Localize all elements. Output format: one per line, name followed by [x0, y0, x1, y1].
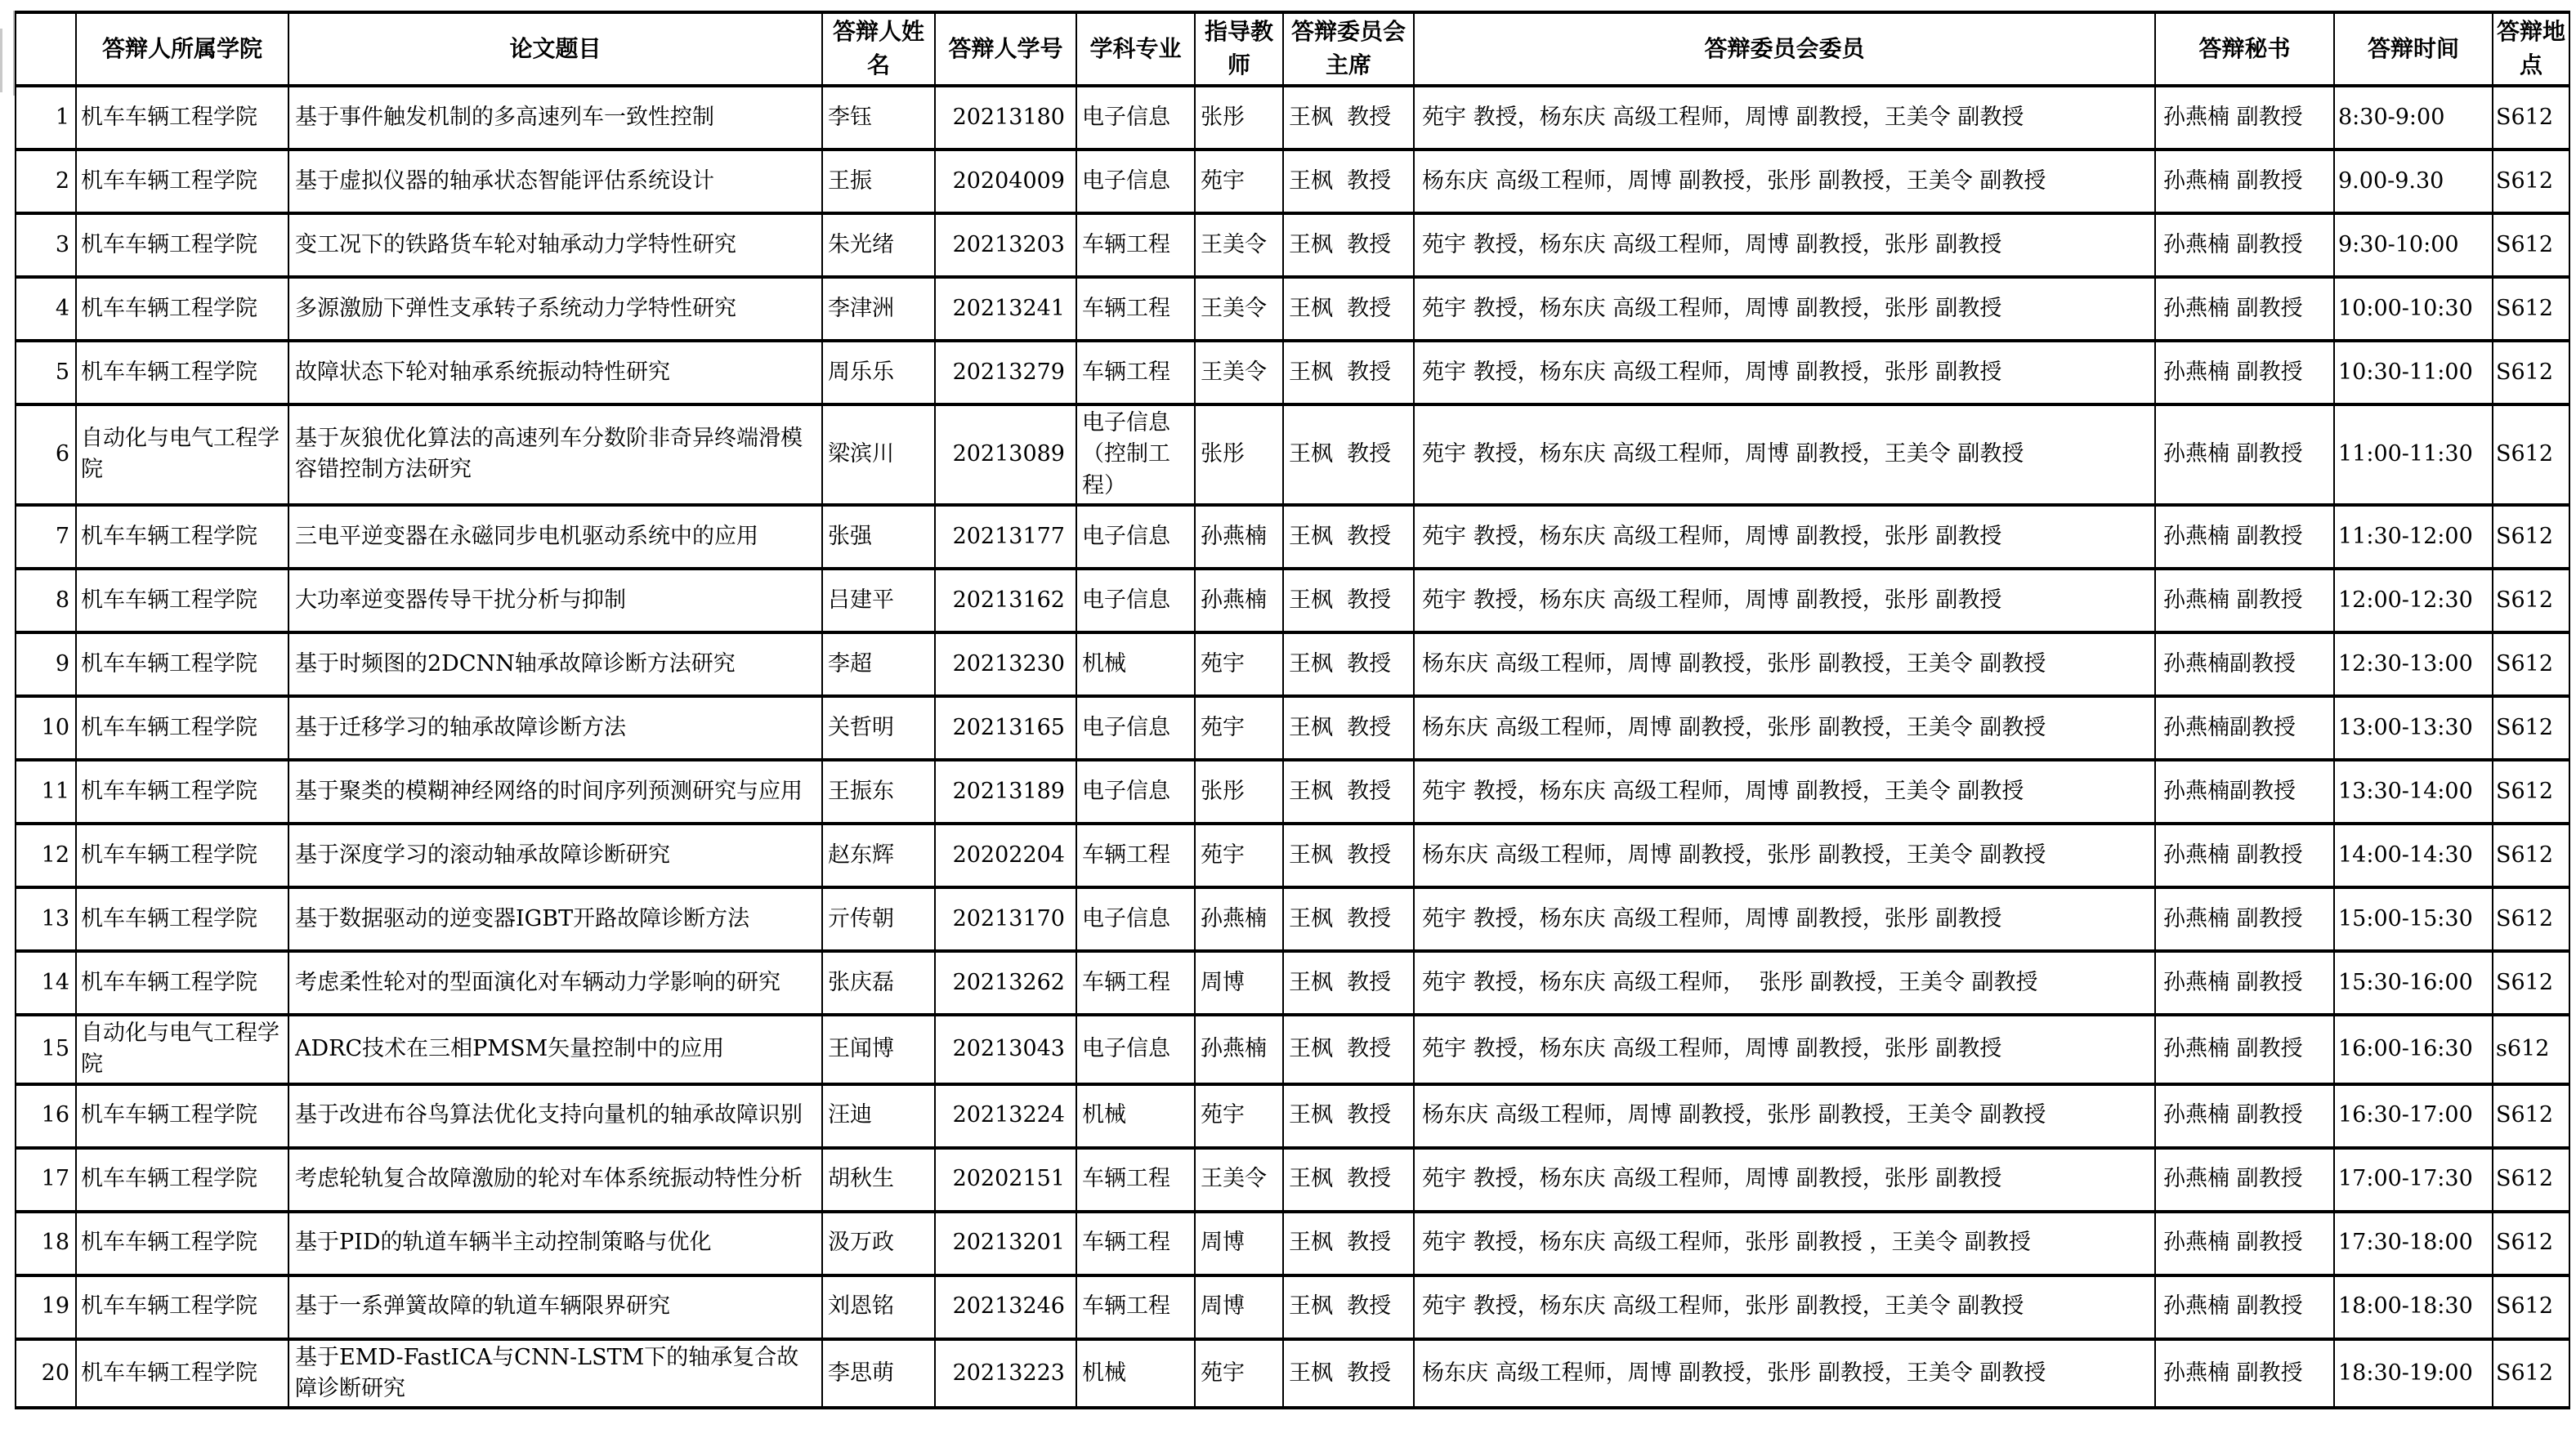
cell-college: 机车车辆工程学院 — [76, 277, 288, 341]
cell-advisor: 王美令 — [1195, 1148, 1283, 1212]
cell-location: S612 — [2493, 696, 2569, 760]
table-row — [16, 696, 2569, 760]
cell-location: S612 — [2493, 951, 2569, 1015]
header-row — [16, 12, 2569, 86]
cell-advisor: 苑宇 — [1195, 1084, 1283, 1148]
cell-time: 11:30-12:00 — [2334, 505, 2493, 569]
cell-advisor: 孙燕楠 — [1195, 887, 1283, 951]
cell-secretary: 孙燕楠 副教授 — [2155, 213, 2334, 277]
cell-college: 自动化与电气工程学院 — [76, 404, 288, 505]
cell-advisor: 张彤 — [1195, 86, 1283, 150]
col-header-sid: 答辩人学号 — [935, 12, 1076, 86]
cell-secretary: 孙燕楠副教授 — [2155, 632, 2334, 696]
cell-college: 机车车辆工程学院 — [76, 1275, 288, 1339]
cell-row-number: 6 — [16, 404, 76, 505]
cell-chair: 王枫 教授 — [1283, 213, 1414, 277]
cell-members: 杨东庆 高级工程师，周博 副教授，张彤 副教授，王美令 副教授 — [1414, 824, 2155, 887]
cell-name: 赵东辉 — [822, 824, 935, 887]
cell-time: 12:30-13:00 — [2334, 632, 2493, 696]
cell-row-number: 16 — [16, 1084, 76, 1148]
cell-secretary: 孙燕楠 副教授 — [2155, 86, 2334, 150]
table-row — [16, 569, 2569, 632]
cell-name: 关哲明 — [822, 696, 935, 760]
cell-chair: 王枫 教授 — [1283, 569, 1414, 632]
table-row — [16, 505, 2569, 569]
cell-advisor: 苑宇 — [1195, 1339, 1283, 1409]
col-header-title: 论文题目 — [288, 12, 822, 86]
cell-advisor: 苑宇 — [1195, 632, 1283, 696]
cell-title: 基于改进布谷鸟算法优化支持向量机的轴承故障识别 — [288, 1084, 822, 1148]
cell-major: 车辆工程 — [1076, 1148, 1195, 1212]
cell-location: S612 — [2493, 277, 2569, 341]
cell-title: 基于数据驱动的逆变器IGBT开路故障诊断方法 — [288, 887, 822, 951]
cell-name: 周乐乐 — [822, 341, 935, 404]
cell-members: 苑宇 教授，杨东庆 高级工程师， 张彤 副教授，王美令 副教授 — [1414, 951, 2155, 1015]
cell-major: 车辆工程 — [1076, 1212, 1195, 1275]
cell-row-number: 2 — [16, 150, 76, 213]
table-row — [16, 824, 2569, 887]
col-header-members: 答辩委员会委员 — [1414, 12, 2155, 86]
cell-advisor: 苑宇 — [1195, 824, 1283, 887]
cell-name: 亓传朝 — [822, 887, 935, 951]
cell-row-number: 1 — [16, 86, 76, 150]
cell-location: S612 — [2493, 632, 2569, 696]
cell-secretary: 孙燕楠副教授 — [2155, 760, 2334, 824]
cell-name: 王振东 — [822, 760, 935, 824]
cell-sid: 20213177 — [935, 505, 1076, 569]
table-row — [16, 632, 2569, 696]
col-header-college: 答辩人所属学院 — [76, 12, 288, 86]
cell-title: 基于事件触发机制的多高速列车一致性控制 — [288, 86, 822, 150]
cell-secretary: 孙燕楠副教授 — [2155, 696, 2334, 760]
cell-time: 18:30-19:00 — [2334, 1339, 2493, 1409]
cell-time: 15:00-15:30 — [2334, 887, 2493, 951]
cell-title: ADRC技术在三相PMSM矢量控制中的应用 — [288, 1015, 822, 1084]
cell-location: S612 — [2493, 1148, 2569, 1212]
cell-members: 苑宇 教授，杨东庆 高级工程师，周博 副教授，张彤 副教授 — [1414, 887, 2155, 951]
cell-sid: 20213170 — [935, 887, 1076, 951]
cell-title: 故障状态下轮对轴承系统振动特性研究 — [288, 341, 822, 404]
cell-secretary: 孙燕楠 副教授 — [2155, 150, 2334, 213]
cell-secretary: 孙燕楠 副教授 — [2155, 505, 2334, 569]
table-row — [16, 1339, 2569, 1409]
cell-sid: 20213262 — [935, 951, 1076, 1015]
defense-schedule-table — [15, 11, 2570, 1409]
cell-row-number: 4 — [16, 277, 76, 341]
cell-name: 胡秋生 — [822, 1148, 935, 1212]
cell-chair: 王枫 教授 — [1283, 1275, 1414, 1339]
cell-sid: 20204009 — [935, 150, 1076, 213]
col-header-time: 答辩时间 — [2334, 12, 2493, 86]
cell-members: 杨东庆 高级工程师，周博 副教授，张彤 副教授，王美令 副教授 — [1414, 150, 2155, 213]
cell-row-number: 12 — [16, 824, 76, 887]
col-header-location: 答辩地点 — [2493, 12, 2569, 86]
cell-secretary: 孙燕楠 副教授 — [2155, 1275, 2334, 1339]
cell-members: 苑宇 教授，杨东庆 高级工程师，周博 副教授，张彤 副教授 — [1414, 505, 2155, 569]
cell-name: 李思萌 — [822, 1339, 935, 1409]
defense-schedule-document — [0, 11, 2576, 1447]
cell-secretary: 孙燕楠 副教授 — [2155, 1212, 2334, 1275]
cell-title: 三电平逆变器在永磁同步电机驱动系统中的应用 — [288, 505, 822, 569]
cell-title: 基于虚拟仪器的轴承状态智能评估系统设计 — [288, 150, 822, 213]
cell-time: 17:00-17:30 — [2334, 1148, 2493, 1212]
cell-college: 机车车辆工程学院 — [76, 150, 288, 213]
cell-name: 李钰 — [822, 86, 935, 150]
cell-sid: 20213279 — [935, 341, 1076, 404]
table-row — [16, 760, 2569, 824]
cell-time: 15:30-16:00 — [2334, 951, 2493, 1015]
cell-chair: 王枫 教授 — [1283, 1212, 1414, 1275]
cell-secretary: 孙燕楠 副教授 — [2155, 277, 2334, 341]
cell-name: 李津洲 — [822, 277, 935, 341]
cell-chair: 王枫 教授 — [1283, 404, 1414, 505]
cell-members: 杨东庆 高级工程师，周博 副教授，张彤 副教授，王美令 副教授 — [1414, 696, 2155, 760]
cell-title: 基于时频图的2DCNN轴承故障诊断方法研究 — [288, 632, 822, 696]
cell-chair: 王枫 教授 — [1283, 887, 1414, 951]
cell-sid: 20213201 — [935, 1212, 1076, 1275]
cell-advisor: 王美令 — [1195, 277, 1283, 341]
cell-major: 电子信息 — [1076, 505, 1195, 569]
cell-title: 基于PID的轨道车辆半主动控制策略与优化 — [288, 1212, 822, 1275]
cell-members: 苑宇 教授，杨东庆 高级工程师，周博 副教授，王美令 副教授 — [1414, 760, 2155, 824]
table-row — [16, 213, 2569, 277]
cell-chair: 王枫 教授 — [1283, 341, 1414, 404]
cell-members: 杨东庆 高级工程师，周博 副教授，张彤 副教授，王美令 副教授 — [1414, 632, 2155, 696]
col-header-secretary: 答辩秘书 — [2155, 12, 2334, 86]
cell-major: 车辆工程 — [1076, 1275, 1195, 1339]
cell-chair: 王枫 教授 — [1283, 86, 1414, 150]
cell-row-number: 10 — [16, 696, 76, 760]
cell-title: 考虑柔性轮对的型面演化对车辆动力学影响的研究 — [288, 951, 822, 1015]
cell-advisor: 张彤 — [1195, 404, 1283, 505]
cell-time: 10:00-10:30 — [2334, 277, 2493, 341]
cell-row-number: 19 — [16, 1275, 76, 1339]
col-header-row-number — [16, 12, 76, 86]
cell-row-number: 7 — [16, 505, 76, 569]
cell-time: 9.00-9.30 — [2334, 150, 2493, 213]
cell-advisor: 王美令 — [1195, 341, 1283, 404]
cell-sid: 20213089 — [935, 404, 1076, 505]
cell-advisor: 周博 — [1195, 951, 1283, 1015]
cell-college: 机车车辆工程学院 — [76, 824, 288, 887]
cell-chair: 王枫 教授 — [1283, 1015, 1414, 1084]
cell-row-number: 15 — [16, 1015, 76, 1084]
cell-college: 机车车辆工程学院 — [76, 1148, 288, 1212]
cell-name: 刘恩铭 — [822, 1275, 935, 1339]
cell-chair: 王枫 教授 — [1283, 824, 1414, 887]
cell-title: 大功率逆变器传导干扰分析与抑制 — [288, 569, 822, 632]
cell-sid: 20213162 — [935, 569, 1076, 632]
cell-name: 朱光绪 — [822, 213, 935, 277]
col-header-chair: 答辩委员会主席 — [1283, 12, 1414, 86]
cell-advisor: 苑宇 — [1195, 696, 1283, 760]
cell-title: 基于灰狼优化算法的高速列车分数阶非奇异终端滑模容错控制方法研究 — [288, 404, 822, 505]
cell-location: S612 — [2493, 887, 2569, 951]
cell-name: 汲万政 — [822, 1212, 935, 1275]
cell-name: 汪迪 — [822, 1084, 935, 1148]
cell-row-number: 18 — [16, 1212, 76, 1275]
cell-time: 8:30-9:00 — [2334, 86, 2493, 150]
cell-members: 苑宇 教授，杨东庆 高级工程师，周博 副教授，张彤 副教授 — [1414, 1148, 2155, 1212]
cell-location: S612 — [2493, 1339, 2569, 1409]
cell-location: S612 — [2493, 150, 2569, 213]
cell-advisor: 周博 — [1195, 1275, 1283, 1339]
cell-college: 机车车辆工程学院 — [76, 341, 288, 404]
cell-secretary: 孙燕楠 副教授 — [2155, 887, 2334, 951]
cell-name: 张强 — [822, 505, 935, 569]
cell-location: S612 — [2493, 824, 2569, 887]
cell-location: S612 — [2493, 1084, 2569, 1148]
cell-advisor: 王美令 — [1195, 213, 1283, 277]
cell-members: 苑宇 教授，杨东庆 高级工程师，周博 副教授，王美令 副教授 — [1414, 86, 2155, 150]
cell-time: 13:30-14:00 — [2334, 760, 2493, 824]
cell-chair: 王枫 教授 — [1283, 1339, 1414, 1409]
table-body — [16, 86, 2569, 1408]
cell-time: 10:30-11:00 — [2334, 341, 2493, 404]
cell-college: 机车车辆工程学院 — [76, 569, 288, 632]
cell-secretary: 孙燕楠 副教授 — [2155, 341, 2334, 404]
cell-secretary: 孙燕楠 副教授 — [2155, 951, 2334, 1015]
cell-college: 自动化与电气工程学院 — [76, 1015, 288, 1084]
cell-advisor: 苑宇 — [1195, 150, 1283, 213]
cell-row-number: 3 — [16, 213, 76, 277]
cell-location: S612 — [2493, 569, 2569, 632]
cell-members: 苑宇 教授，杨东庆 高级工程师，张彤 副教授，王美令 副教授 — [1414, 1275, 2155, 1339]
cell-title: 基于EMD-FastICA与CNN-LSTM下的轴承复合故障诊断研究 — [288, 1339, 822, 1409]
cell-major: 电子信息 — [1076, 150, 1195, 213]
cell-chair: 王枫 教授 — [1283, 1084, 1414, 1148]
cell-sid: 20213246 — [935, 1275, 1076, 1339]
cell-chair: 王枫 教授 — [1283, 1148, 1414, 1212]
cell-major: 机械 — [1076, 632, 1195, 696]
cell-members: 苑宇 教授，杨东庆 高级工程师，周博 副教授，王美令 副教授 — [1414, 404, 2155, 505]
cell-members: 苑宇 教授，杨东庆 高级工程师，张彤 副教授 ，王美令 副教授 — [1414, 1212, 2155, 1275]
cell-members: 杨东庆 高级工程师，周博 副教授，张彤 副教授，王美令 副教授 — [1414, 1339, 2155, 1409]
cell-major: 电子信息 — [1076, 1015, 1195, 1084]
cell-college: 机车车辆工程学院 — [76, 505, 288, 569]
cell-row-number: 8 — [16, 569, 76, 632]
table-row — [16, 887, 2569, 951]
table-row — [16, 1084, 2569, 1148]
cell-title: 多源激励下弹性支承转子系统动力学特性研究 — [288, 277, 822, 341]
cell-time: 12:00-12:30 — [2334, 569, 2493, 632]
cell-members: 苑宇 教授，杨东庆 高级工程师，周博 副教授，张彤 副教授 — [1414, 341, 2155, 404]
cell-secretary: 孙燕楠 副教授 — [2155, 824, 2334, 887]
cell-location: S612 — [2493, 341, 2569, 404]
cell-row-number: 5 — [16, 341, 76, 404]
cell-location: S612 — [2493, 404, 2569, 505]
cell-name: 梁滨川 — [822, 404, 935, 505]
cell-name: 李超 — [822, 632, 935, 696]
table-row — [16, 150, 2569, 213]
cell-major: 电子信息 — [1076, 696, 1195, 760]
cell-sid: 20213189 — [935, 760, 1076, 824]
cell-row-number: 20 — [16, 1339, 76, 1409]
cell-location: S612 — [2493, 1212, 2569, 1275]
cell-members: 杨东庆 高级工程师，周博 副教授，张彤 副教授，王美令 副教授 — [1414, 1084, 2155, 1148]
cell-advisor: 张彤 — [1195, 760, 1283, 824]
col-header-name: 答辩人姓名 — [822, 12, 935, 86]
cell-title: 基于一系弹簧故障的轨道车辆限界研究 — [288, 1275, 822, 1339]
cell-title: 变工况下的铁路货车轮对轴承动力学特性研究 — [288, 213, 822, 277]
cell-college: 机车车辆工程学院 — [76, 696, 288, 760]
cell-college: 机车车辆工程学院 — [76, 86, 288, 150]
table-row — [16, 86, 2569, 150]
table-row — [16, 1015, 2569, 1084]
cell-college: 机车车辆工程学院 — [76, 1212, 288, 1275]
cell-location: S612 — [2493, 86, 2569, 150]
cell-location: S612 — [2493, 760, 2569, 824]
cell-sid: 20213241 — [935, 277, 1076, 341]
cell-chair: 王枫 教授 — [1283, 277, 1414, 341]
cell-sid: 20213165 — [935, 696, 1076, 760]
cell-members: 苑宇 教授，杨东庆 高级工程师，周博 副教授，张彤 副教授 — [1414, 1015, 2155, 1084]
cell-members: 苑宇 教授，杨东庆 高级工程师，周博 副教授，张彤 副教授 — [1414, 569, 2155, 632]
cell-college: 机车车辆工程学院 — [76, 632, 288, 696]
cell-chair: 王枫 教授 — [1283, 760, 1414, 824]
cell-time: 14:00-14:30 — [2334, 824, 2493, 887]
cell-title: 考虑轮轨复合故障激励的轮对车体系统振动特性分析 — [288, 1148, 822, 1212]
cell-time: 16:30-17:00 — [2334, 1084, 2493, 1148]
cell-college: 机车车辆工程学院 — [76, 213, 288, 277]
col-header-major: 学科专业 — [1076, 12, 1195, 86]
cell-row-number: 14 — [16, 951, 76, 1015]
cell-row-number: 9 — [16, 632, 76, 696]
cell-sid: 20202151 — [935, 1148, 1076, 1212]
cell-sid: 20202204 — [935, 824, 1076, 887]
cell-sid: 20213223 — [935, 1339, 1076, 1409]
cell-major: 电子信息（控制工程） — [1076, 404, 1195, 505]
cell-college: 机车车辆工程学院 — [76, 951, 288, 1015]
cell-major: 车辆工程 — [1076, 277, 1195, 341]
cell-location: S612 — [2493, 213, 2569, 277]
cell-title: 基于聚类的模糊神经网络的时间序列预测研究与应用 — [288, 760, 822, 824]
cell-time: 13:00-13:30 — [2334, 696, 2493, 760]
cell-name: 张庆磊 — [822, 951, 935, 1015]
cell-secretary: 孙燕楠 副教授 — [2155, 569, 2334, 632]
cell-major: 电子信息 — [1076, 887, 1195, 951]
cell-chair: 王枫 教授 — [1283, 632, 1414, 696]
table-row — [16, 951, 2569, 1015]
cell-advisor: 孙燕楠 — [1195, 505, 1283, 569]
cell-chair: 王枫 教授 — [1283, 696, 1414, 760]
cell-advisor: 孙燕楠 — [1195, 1015, 1283, 1084]
cell-title: 基于深度学习的滚动轴承故障诊断研究 — [288, 824, 822, 887]
cell-chair: 王枫 教授 — [1283, 505, 1414, 569]
table-row — [16, 1275, 2569, 1339]
cell-sid: 20213043 — [935, 1015, 1076, 1084]
cell-sid: 20213180 — [935, 86, 1076, 150]
gridline-artifact-left — [0, 29, 2, 92]
cell-secretary: 孙燕楠 副教授 — [2155, 404, 2334, 505]
cell-name: 吕建平 — [822, 569, 935, 632]
cell-members: 苑宇 教授，杨东庆 高级工程师，周博 副教授，张彤 副教授 — [1414, 277, 2155, 341]
cell-major: 车辆工程 — [1076, 824, 1195, 887]
cell-location: s612 — [2493, 1015, 2569, 1084]
table-row — [16, 1148, 2569, 1212]
cell-major: 车辆工程 — [1076, 213, 1195, 277]
cell-time: 11:00-11:30 — [2334, 404, 2493, 505]
cell-college: 机车车辆工程学院 — [76, 1084, 288, 1148]
cell-major: 电子信息 — [1076, 760, 1195, 824]
cell-secretary: 孙燕楠 副教授 — [2155, 1015, 2334, 1084]
cell-sid: 20213230 — [935, 632, 1076, 696]
cell-name: 王振 — [822, 150, 935, 213]
cell-sid: 20213203 — [935, 213, 1076, 277]
cell-time: 9:30-10:00 — [2334, 213, 2493, 277]
cell-members: 苑宇 教授，杨东庆 高级工程师，周博 副教授，张彤 副教授 — [1414, 213, 2155, 277]
cell-major: 电子信息 — [1076, 569, 1195, 632]
cell-secretary: 孙燕楠 副教授 — [2155, 1148, 2334, 1212]
cell-college: 机车车辆工程学院 — [76, 1339, 288, 1409]
cell-name: 王闻博 — [822, 1015, 935, 1084]
cell-major: 电子信息 — [1076, 86, 1195, 150]
cell-location: S612 — [2493, 505, 2569, 569]
cell-time: 16:00-16:30 — [2334, 1015, 2493, 1084]
cell-major: 机械 — [1076, 1339, 1195, 1409]
table-row — [16, 277, 2569, 341]
cell-chair: 王枫 教授 — [1283, 951, 1414, 1015]
table-row — [16, 341, 2569, 404]
cell-row-number: 17 — [16, 1148, 76, 1212]
table-row — [16, 1212, 2569, 1275]
cell-row-number: 13 — [16, 887, 76, 951]
cell-secretary: 孙燕楠 副教授 — [2155, 1339, 2334, 1409]
cell-sid: 20213224 — [935, 1084, 1076, 1148]
cell-major: 车辆工程 — [1076, 341, 1195, 404]
cell-advisor: 孙燕楠 — [1195, 569, 1283, 632]
cell-major: 机械 — [1076, 1084, 1195, 1148]
table-row — [16, 404, 2569, 505]
cell-row-number: 11 — [16, 760, 76, 824]
cell-location: S612 — [2493, 1275, 2569, 1339]
cell-time: 18:00-18:30 — [2334, 1275, 2493, 1339]
cell-chair: 王枫 教授 — [1283, 150, 1414, 213]
cell-time: 17:30-18:00 — [2334, 1212, 2493, 1275]
cell-advisor: 周博 — [1195, 1212, 1283, 1275]
cell-secretary: 孙燕楠 副教授 — [2155, 1084, 2334, 1148]
cell-major: 车辆工程 — [1076, 951, 1195, 1015]
cell-college: 机车车辆工程学院 — [76, 760, 288, 824]
col-header-advisor: 指导教师 — [1195, 12, 1283, 86]
cell-title: 基于迁移学习的轴承故障诊断方法 — [288, 696, 822, 760]
cell-college: 机车车辆工程学院 — [76, 887, 288, 951]
